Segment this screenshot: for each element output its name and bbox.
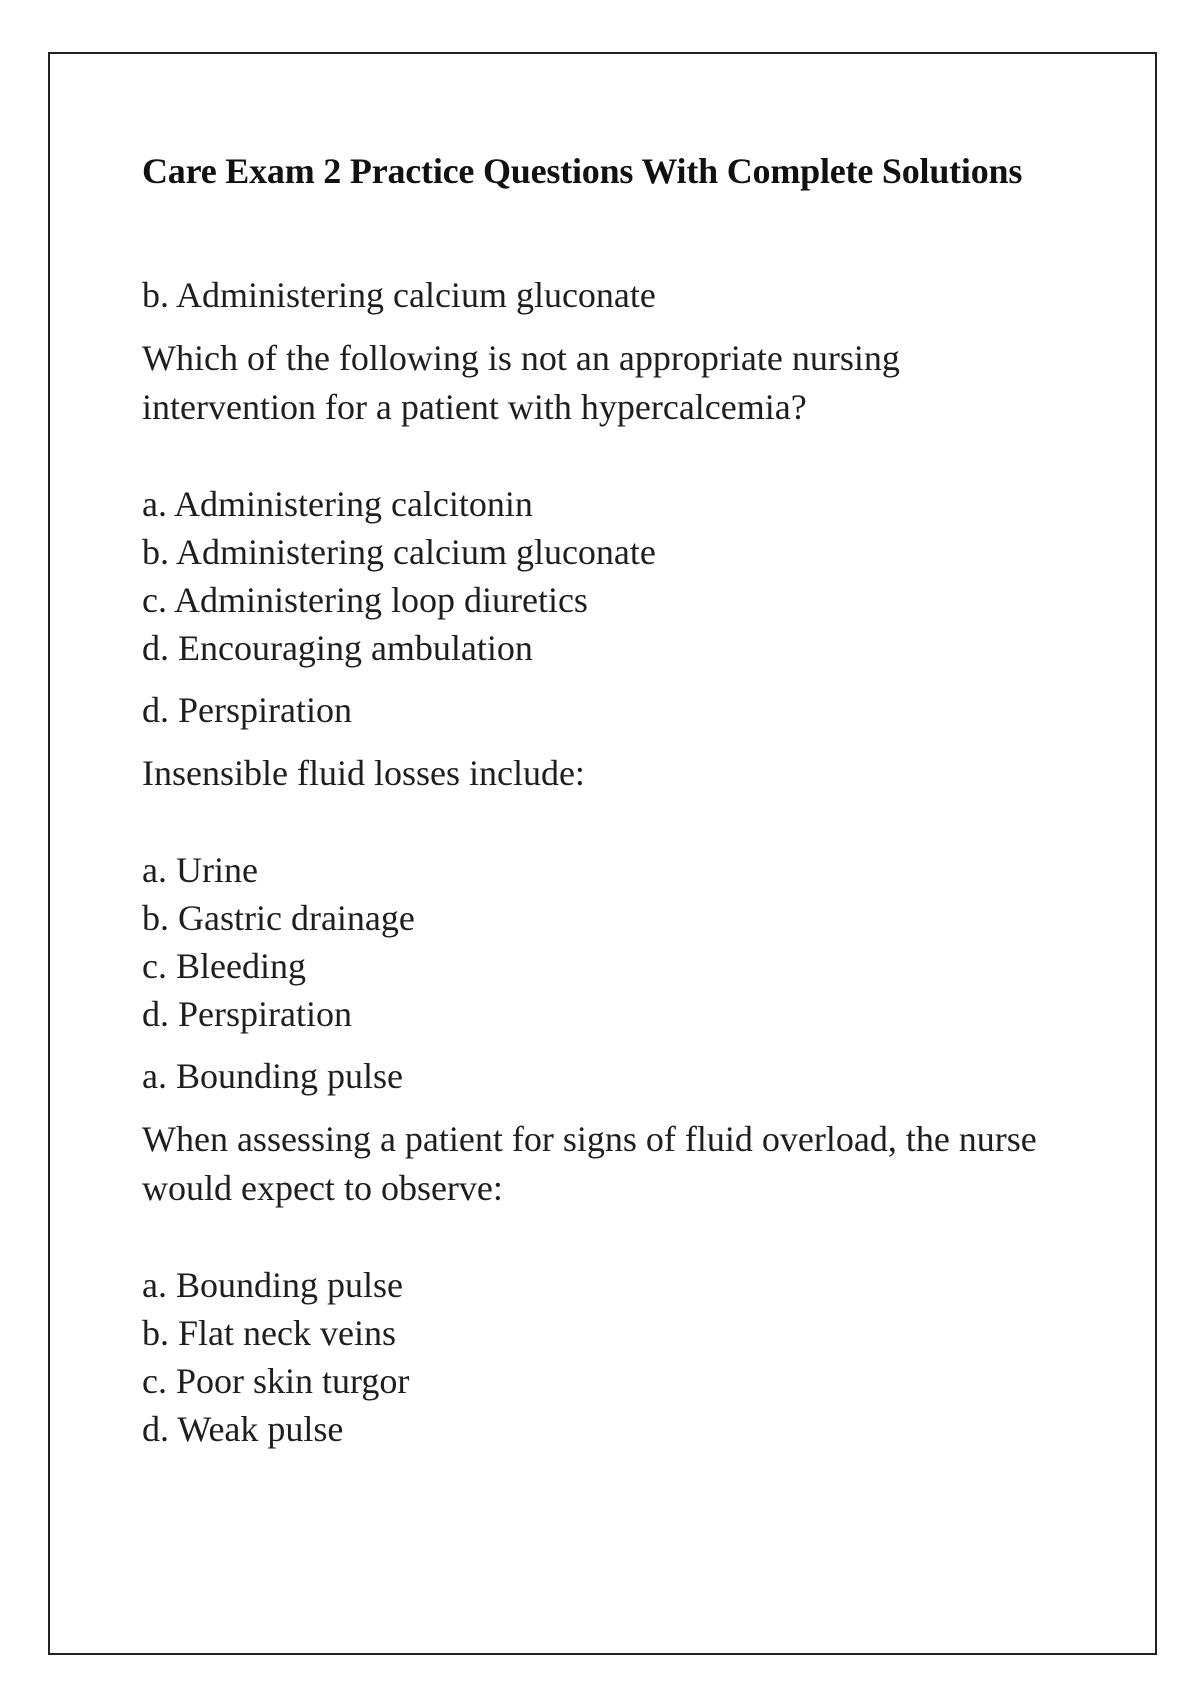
option-item: b. Flat neck veins [142, 1313, 396, 1354]
qa-block [142, 1052, 1082, 1453]
qa-block [142, 686, 1082, 1038]
option-item: a. Administering calcitonin [142, 484, 533, 525]
answer-text: d. Perspiration [142, 690, 352, 731]
answer-text: b. Administering calcium gluconate [142, 275, 656, 316]
option-list [142, 1261, 1082, 1453]
question-text: When assessing a patient for signs of fluid overload, the nurse would expect to observe: [142, 1119, 1037, 1209]
option-item: c. Administering loop diuretics [142, 580, 588, 621]
option-list [142, 480, 1082, 672]
option-item: d. Weak pulse [142, 1409, 344, 1450]
option-item: a. Urine [142, 850, 258, 891]
question-text: Which of the following is not an appropriate nursing intervention for a patient with hypercalcemia? [142, 338, 900, 428]
option-item: c. Bleeding [142, 946, 306, 987]
document-body [142, 150, 1082, 1453]
option-item: c. Poor skin turgor [142, 1361, 410, 1402]
answer-text: a. Bounding pulse [142, 1056, 403, 1097]
option-item: b. Gastric drainage [142, 898, 415, 939]
option-item: b. Administering calcium gluconate [142, 532, 656, 573]
option-item: a. Bounding pulse [142, 1265, 403, 1306]
option-item: d. Encouraging ambulation [142, 628, 533, 669]
question-text: Insensible fluid losses include: [142, 753, 585, 794]
option-list [142, 846, 1082, 1038]
option-item: d. Perspiration [142, 994, 352, 1035]
document-title: Care Exam 2 Practice Questions With Complete Solutions [142, 151, 1023, 191]
qa-block [142, 271, 1082, 672]
